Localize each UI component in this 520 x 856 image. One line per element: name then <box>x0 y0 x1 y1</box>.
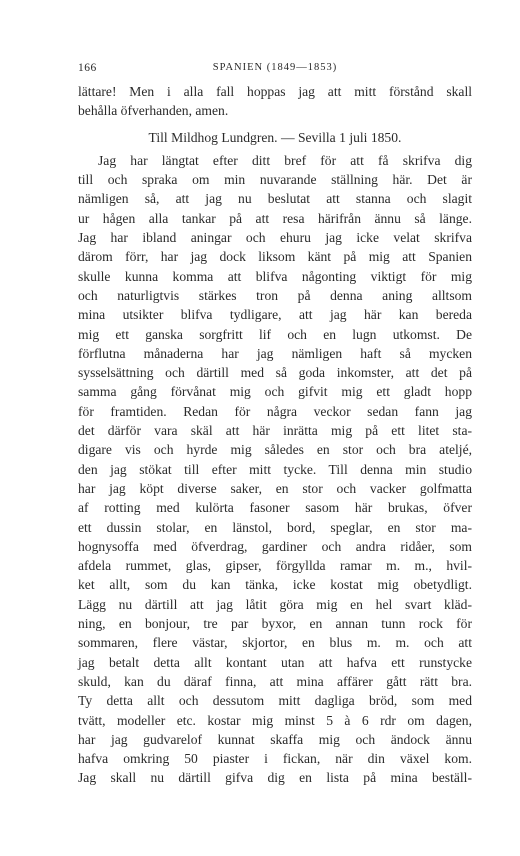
text-line: jag betalt detta allt kontant utan att hafva ett runstycke <box>78 654 472 670</box>
text-line: hognysoffa med öfverdrag, gardiner och andra ridåer, som <box>78 538 472 554</box>
text-line: digare vis och hyrde mig således en stor och bra ateljé, <box>78 442 472 458</box>
text-line: därom förr, har jag dock liksom känt på mig att Spanien <box>78 249 472 265</box>
text-line: af rotting med kulörta fasoner sasom här brukas, öfver <box>78 500 472 516</box>
running-head <box>78 62 472 82</box>
text-line: ket allt, som du kan tänka, icke kostat mig obetydligt. <box>78 577 472 593</box>
text-line: tvätt, modeller etc. kostar mig minst 5 à 6 rdr om dagen, <box>78 712 472 728</box>
text-line: det därför vara skäl att här inrätta mig på ett litet sta- <box>78 423 472 439</box>
closing-paragraph <box>78 82 472 121</box>
text-line: nämligen så, att jag nu beslutat att stanna och slagit <box>78 191 472 207</box>
text-line: till och spraka om min nuvarande ställning här. Det är <box>78 172 472 188</box>
text-line: den jag stökat till efter mitt tycke. Till denna min studio <box>78 461 472 477</box>
text-line: Lägg nu därtill att jag låtit göra mig en hel svart kläd- <box>78 596 472 612</box>
text-line: har jag köpt diverse saker, en stor och vacker golfmatta <box>78 480 472 496</box>
text-line: Jag har längtat efter ditt bref för att få skrifva dig <box>98 152 472 168</box>
text-line: mina utsikter blifva tydligare, att jag här kan bereda <box>78 307 472 323</box>
text-line: ett dussin stolar, en länstol, bord, speglar, en stor ma- <box>78 519 472 535</box>
text-line: för framtiden. Redan för några veckor sedan fann jag <box>78 403 472 419</box>
text-line: ning, en bonjour, tre par byxor, en annan tunn rock för <box>78 616 472 632</box>
text-line: afdela rummet, glas, gipser, förgyllda ramar m. m., hvil- <box>78 558 472 574</box>
text-line: skuld, kan du däraf finna, att mina affärer gått rätt bra. <box>78 673 472 689</box>
document-page <box>78 62 472 788</box>
text-line: och naturligtvis stärkes tron på denna aning alltsom <box>78 287 472 303</box>
letter-heading: Till Mildhog Lundgren. — Sevilla 1 juli 1850. <box>148 129 402 145</box>
text-line: har jag gudvarelof kunnat skaffa mig och ändock ännu <box>78 731 472 747</box>
text-line: hafva omkring 50 piaster i fickan, när din växel kom. <box>78 751 472 767</box>
text-line: förflutna månaderna har jag nämligen haft så mycken <box>78 345 472 361</box>
text-line: lättare! Men i alla fall hoppas jag att mitt förstånd skall <box>78 84 472 99</box>
text-line: mig ett ganska sorgfritt lif och en lugn utkomst. De <box>78 326 472 342</box>
text-line: behålla öfverhanden, amen. <box>78 103 229 119</box>
page-number: 166 <box>78 62 97 74</box>
text-line: sommaren, flere västar, skjortor, en blus m. m. och att <box>78 635 472 651</box>
running-title: SPANIEN (1849—1853) <box>212 62 338 73</box>
text-line: Jag har ibland aningar och ehuru jag icke velat skrifva <box>78 230 472 246</box>
text-line: skulle kunna komma att blifva någonting viktigt för mig <box>78 268 472 284</box>
text-line: sysselsättning och därtill med så goda inkomster, att det på <box>78 365 472 381</box>
letter-body <box>78 151 472 788</box>
text-line: Ty detta allt och dessutom mitt dagliga bröd, som med <box>78 693 472 709</box>
text-line: ur hågen alla tankar på att resa härifrån ännu så länge. <box>78 210 472 226</box>
text-line: samma gång förvånat mig och gifvit mig ett gladt hopp <box>78 384 472 400</box>
text-line: Jag skall nu därtill gifva dig en lista på mina beställ- <box>78 770 472 786</box>
